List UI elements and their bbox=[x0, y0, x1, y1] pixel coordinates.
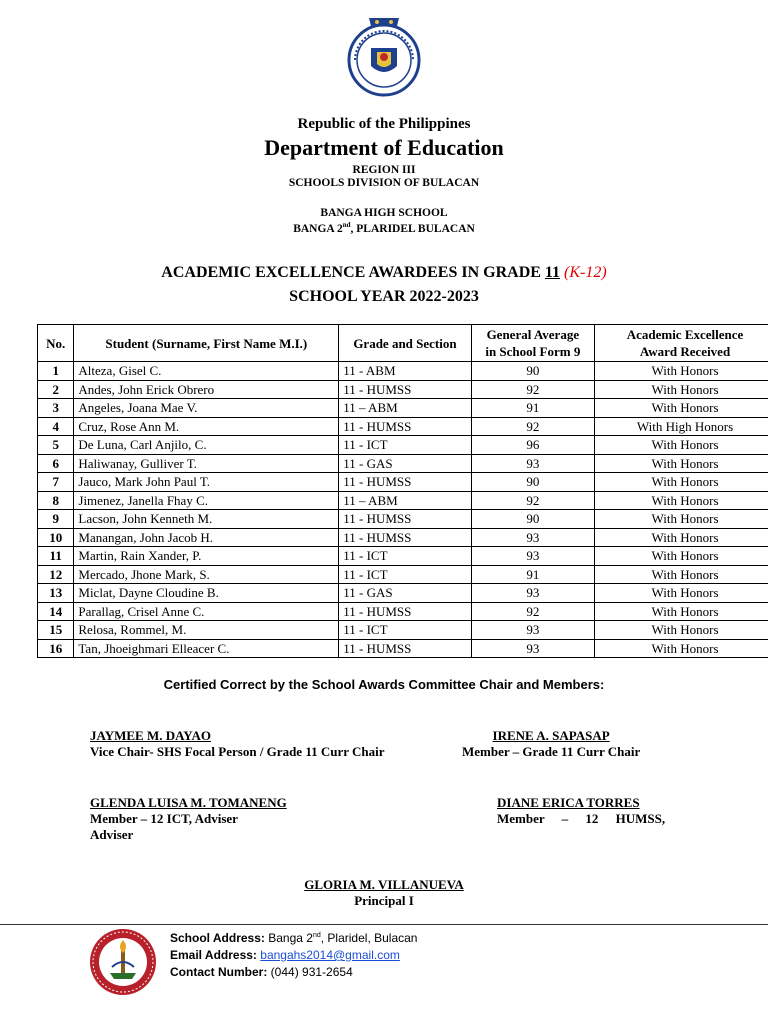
table-row bbox=[38, 380, 768, 399]
student-name: Cruz, Rose Ann M. bbox=[74, 417, 339, 436]
row-number: 11 bbox=[38, 547, 74, 566]
table-row bbox=[38, 454, 768, 473]
row-number: 8 bbox=[38, 491, 74, 510]
student-name: Mercado, Jhone Mark, S. bbox=[74, 565, 339, 584]
grade-section: 11 - ICT bbox=[339, 565, 471, 584]
general-average: 93 bbox=[471, 584, 594, 603]
signatory-member-2 bbox=[90, 795, 287, 843]
grade-section: 11 - GAS bbox=[339, 454, 471, 473]
row-number: 4 bbox=[38, 417, 74, 436]
header-award: Academic Excellence Award Received bbox=[595, 325, 768, 362]
general-average: 91 bbox=[471, 399, 594, 418]
signatory-role: Member – 12 HUMSS, bbox=[497, 811, 666, 826]
table-row bbox=[38, 602, 768, 621]
footer-contact: Contact Number: (044) 931-2654 bbox=[170, 965, 353, 979]
signatory-role: Principal I bbox=[354, 893, 414, 908]
general-average: 93 bbox=[471, 621, 594, 640]
grade-section: 11 - HUMSS bbox=[339, 417, 471, 436]
award-received: With High Honors bbox=[595, 417, 768, 436]
awardees-table bbox=[37, 324, 768, 658]
signatory-name: GLENDA LUISA M. TOMANENG bbox=[90, 795, 287, 810]
award-received: With Honors bbox=[595, 510, 768, 529]
award-received: With Honors bbox=[595, 399, 768, 418]
row-number: 5 bbox=[38, 436, 74, 455]
student-name: Haliwanay, Gulliver T. bbox=[74, 454, 339, 473]
republic-label: Republic of the Philippines bbox=[297, 116, 471, 132]
general-average: 92 bbox=[471, 380, 594, 399]
award-received: With Honors bbox=[595, 602, 768, 621]
footer-email: Email Address: bangahs2014@gmail.com bbox=[170, 948, 400, 962]
general-average: 90 bbox=[471, 510, 594, 529]
grade-section: 11 - GAS bbox=[339, 584, 471, 603]
row-number: 2 bbox=[38, 380, 74, 399]
footer-divider bbox=[0, 924, 768, 925]
row-number: 13 bbox=[38, 584, 74, 603]
student-name: Manangan, John Jacob H. bbox=[74, 528, 339, 547]
general-average: 92 bbox=[471, 417, 594, 436]
school-contact-info bbox=[170, 927, 417, 981]
award-received: With Honors bbox=[595, 454, 768, 473]
general-average: 90 bbox=[471, 362, 594, 381]
student-name: Relosa, Rommel, M. bbox=[74, 621, 339, 640]
header-average: General Average in School Form 9 bbox=[471, 325, 594, 362]
signatory-name: DIANE ERICA TORRES bbox=[497, 795, 640, 810]
table-row bbox=[38, 639, 768, 658]
header-no: No. bbox=[38, 325, 74, 362]
division-label: SCHOOLS DIVISION OF BULACAN bbox=[288, 177, 480, 189]
grade-section: 11 - ICT bbox=[339, 547, 471, 566]
row-number: 1 bbox=[38, 362, 74, 381]
row-number: 3 bbox=[38, 399, 74, 418]
signatory-name: JAYMEE M. DAYAO bbox=[90, 728, 211, 743]
table-row bbox=[38, 565, 768, 584]
row-number: 15 bbox=[38, 621, 74, 640]
award-received: With Honors bbox=[595, 584, 768, 603]
table-row bbox=[38, 547, 768, 566]
footer-address: School Address: Banga 2nd, Plaridel, Bulacan bbox=[170, 931, 418, 945]
grade-section: 11 - ABM bbox=[339, 362, 471, 381]
student-name: Tan, Jhoeighmari Elleacer C. bbox=[74, 639, 339, 658]
table-row bbox=[38, 621, 768, 640]
student-name: Miclat, Dayne Cloudine B. bbox=[74, 584, 339, 603]
department-title: Department of Education bbox=[264, 135, 504, 160]
document-title: ACADEMIC EXCELLENCE AWARDEES IN GRADE 11 (K-12) bbox=[161, 264, 607, 281]
student-name: Jimenez, Janella Fhay C. bbox=[74, 491, 339, 510]
row-number: 12 bbox=[38, 565, 74, 584]
row-number: 6 bbox=[38, 454, 74, 473]
general-average: 93 bbox=[471, 454, 594, 473]
award-received: With Honors bbox=[595, 491, 768, 510]
award-received: With Honors bbox=[595, 565, 768, 584]
signatory-name: IRENE A. SAPASAP bbox=[492, 728, 610, 743]
table-row bbox=[38, 491, 768, 510]
table-header-row bbox=[38, 325, 768, 362]
row-number: 10 bbox=[38, 528, 74, 547]
email-link[interactable]: bangahs2014@gmail.com bbox=[260, 948, 400, 962]
award-received: With Honors bbox=[595, 473, 768, 492]
signatory-vice-chair bbox=[90, 728, 385, 760]
award-received: With Honors bbox=[595, 547, 768, 566]
grade-section: 11 - HUMSS bbox=[339, 380, 471, 399]
general-average: 96 bbox=[471, 436, 594, 455]
signatory-role: Vice Chair- SHS Focal Person / Grade 11 Curr Chair bbox=[90, 744, 385, 759]
signatory-member-1 bbox=[462, 728, 640, 760]
general-average: 93 bbox=[471, 528, 594, 547]
signatory-principal bbox=[0, 877, 768, 909]
award-received: With Honors bbox=[595, 436, 768, 455]
award-received: With Honors bbox=[595, 639, 768, 658]
table-row bbox=[38, 399, 768, 418]
award-received: With Honors bbox=[595, 362, 768, 381]
student-name: Parallag, Crisel Anne C. bbox=[74, 602, 339, 621]
row-number: 16 bbox=[38, 639, 74, 658]
student-name: De Luna, Carl Anjilo, C. bbox=[74, 436, 339, 455]
school-address: BANGA 2nd, PLARIDEL BULACAN bbox=[293, 221, 475, 235]
signatory-name: GLORIA M. VILLANUEVA bbox=[304, 877, 464, 892]
student-name: Jauco, Mark John Paul T. bbox=[74, 473, 339, 492]
student-name: Lacson, John Kenneth M. bbox=[74, 510, 339, 529]
school-name: BANGA HIGH SCHOOL bbox=[320, 207, 448, 219]
award-received: With Honors bbox=[595, 528, 768, 547]
table-row bbox=[38, 528, 768, 547]
table-row bbox=[38, 417, 768, 436]
row-number: 7 bbox=[38, 473, 74, 492]
general-average: 93 bbox=[471, 547, 594, 566]
certification-statement: Certified Correct by the School Awards Committee Chair and Members: bbox=[163, 677, 605, 692]
student-name: Angeles, Joana Mae V. bbox=[74, 399, 339, 418]
table-row bbox=[38, 473, 768, 492]
general-average: 92 bbox=[471, 602, 594, 621]
grade-section: 11 - ICT bbox=[339, 621, 471, 640]
general-average: 92 bbox=[471, 491, 594, 510]
student-name: Martin, Rain Xander, P. bbox=[74, 547, 339, 566]
header-student: Student (Surname, First Name M.I.) bbox=[74, 325, 339, 362]
grade-section: 11 - HUMSS bbox=[339, 602, 471, 621]
grade-section: 11 - HUMSS bbox=[339, 510, 471, 529]
general-average: 90 bbox=[471, 473, 594, 492]
grade-section: 11 - ICT bbox=[339, 436, 471, 455]
student-name: Alteza, Gisel C. bbox=[74, 362, 339, 381]
grade-section: 11 - HUMSS bbox=[339, 528, 471, 547]
row-number: 9 bbox=[38, 510, 74, 529]
signatory-member-3 bbox=[497, 795, 665, 827]
grade-section: 11 - HUMSS bbox=[339, 639, 471, 658]
award-received: With Honors bbox=[595, 380, 768, 399]
grade-section: 11 – ABM bbox=[339, 491, 471, 510]
table-row bbox=[38, 510, 768, 529]
header-grade: Grade and Section bbox=[339, 325, 471, 362]
award-received: With Honors bbox=[595, 621, 768, 640]
general-average: 93 bbox=[471, 639, 594, 658]
table-row bbox=[38, 584, 768, 603]
table-row bbox=[38, 362, 768, 381]
grade-section: 11 – ABM bbox=[339, 399, 471, 418]
general-average: 91 bbox=[471, 565, 594, 584]
student-name: Andes, John Erick Obrero bbox=[74, 380, 339, 399]
row-number: 14 bbox=[38, 602, 74, 621]
signatory-role: Member – Grade 11 Curr Chair bbox=[462, 744, 641, 759]
signatory-role: Member – 12 ICT, Adviser bbox=[90, 811, 238, 826]
school-year: SCHOOL YEAR 2022-2023 bbox=[289, 288, 479, 305]
signatory-role-cont: Adviser bbox=[90, 827, 134, 842]
grade-section: 11 - HUMSS bbox=[339, 473, 471, 492]
deped-seal-icon bbox=[347, 10, 421, 114]
table-row bbox=[38, 436, 768, 455]
region-label: REGION III bbox=[352, 164, 416, 176]
school-logo-icon bbox=[88, 927, 158, 997]
